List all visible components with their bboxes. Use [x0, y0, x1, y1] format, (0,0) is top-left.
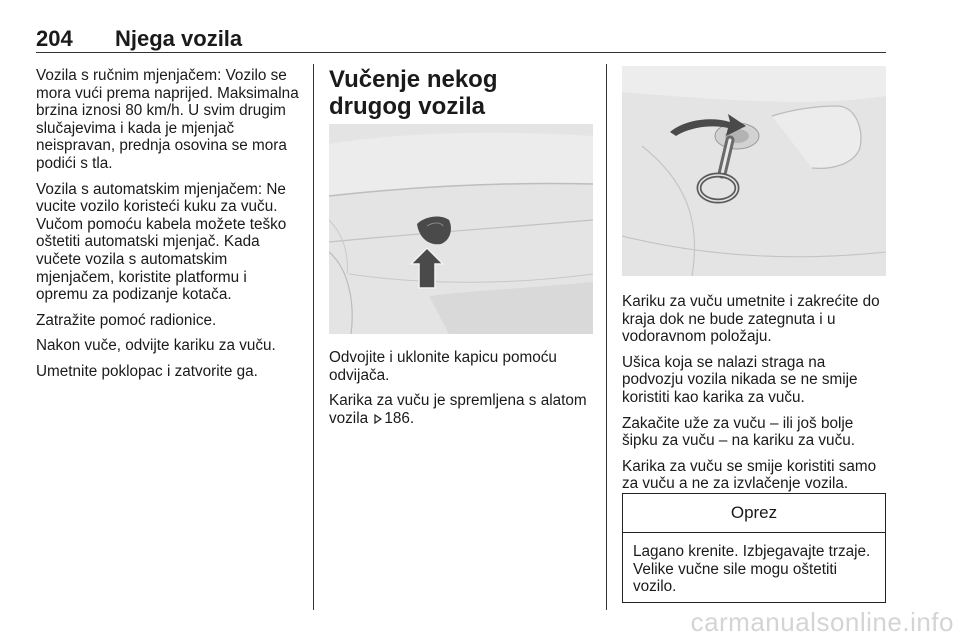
- paragraph: Nakon vuče, odvijte kariku za vuču.: [36, 337, 276, 355]
- paragraph: Zatražite pomoć radionice.: [36, 311, 217, 329]
- section-title: Vučenje nekog drugog vozila: [329, 66, 498, 120]
- towing-eye-illustration: [622, 66, 886, 276]
- page-header: [36, 26, 886, 54]
- page-reference-icon: [374, 414, 382, 424]
- paragraph: Umetnite poklopac i zatvorite ga.: [36, 362, 258, 380]
- paragraph: Vozila s automatskim mjenjačem: Ne vucite vozilo koristeći kuku za vuču. Vučom pomoću kabela možete teško oštetiti automatski mjenjač. Kada vučete vozila s automatskim mjenjačem, koristite platformu i opremu za podizanje kotača.: [36, 180, 287, 304]
- paragraph: Odvojite i uklonite kapicu pomoću odvijača.: [329, 349, 557, 384]
- column-2: [329, 66, 594, 120]
- paragraph: Ušica koja se nalazi straga na podvozju vozila nikada se ne smije koristiti kao karika za vuču.: [622, 353, 858, 406]
- paragraph-text: Karika za vuču je spremljena s alatom vozila: [329, 392, 587, 427]
- paragraph-with-reference: [329, 392, 594, 427]
- page-reference[interactable]: 186.: [384, 409, 415, 427]
- paragraph: Karika za vuču se smije koristiti samo za vuču a ne za izvlačenje vozila.: [622, 457, 877, 493]
- figure-bumper-cap: [329, 124, 593, 334]
- column-divider-2: [606, 64, 607, 610]
- column-divider-1: [313, 64, 314, 610]
- watermark: carmanualsonline.info: [690, 607, 954, 637]
- chapter-title: Njega vozila: [115, 26, 243, 51]
- header-rule: [36, 52, 886, 53]
- column-1: [36, 67, 302, 389]
- bumper-cap-illustration: [329, 124, 593, 334]
- paragraph: Kariku za vuču umetnite i zakrećite do kraja dok ne bude zategnuta i u vodoravnom položaju.: [622, 293, 880, 346]
- column-2-text: [329, 349, 594, 435]
- column-3-text: [622, 293, 888, 501]
- figure-towing-eye: [622, 66, 886, 276]
- paragraph: Zakačite uže za vuču – ili još bolje šipku za vuču – na kariku za vuču.: [622, 414, 855, 450]
- caution-box: [622, 493, 886, 603]
- caution-text: Lagano krenite. Izbjegavajte trzaje. Velike vučne sile mogu oštetiti vozilo.: [633, 543, 871, 596]
- paragraph: Vozila s ručnim mjenjačem: Vozilo se mora vući prema naprijed. Maksimalna brzina iznosi 80 km/h. U svim drugim slučajevima i kada je mjenjač neispravan, prednja osovina se mora podići s tla.: [36, 67, 299, 172]
- page-number: 204: [36, 26, 73, 51]
- caution-title: Oprez: [623, 494, 885, 533]
